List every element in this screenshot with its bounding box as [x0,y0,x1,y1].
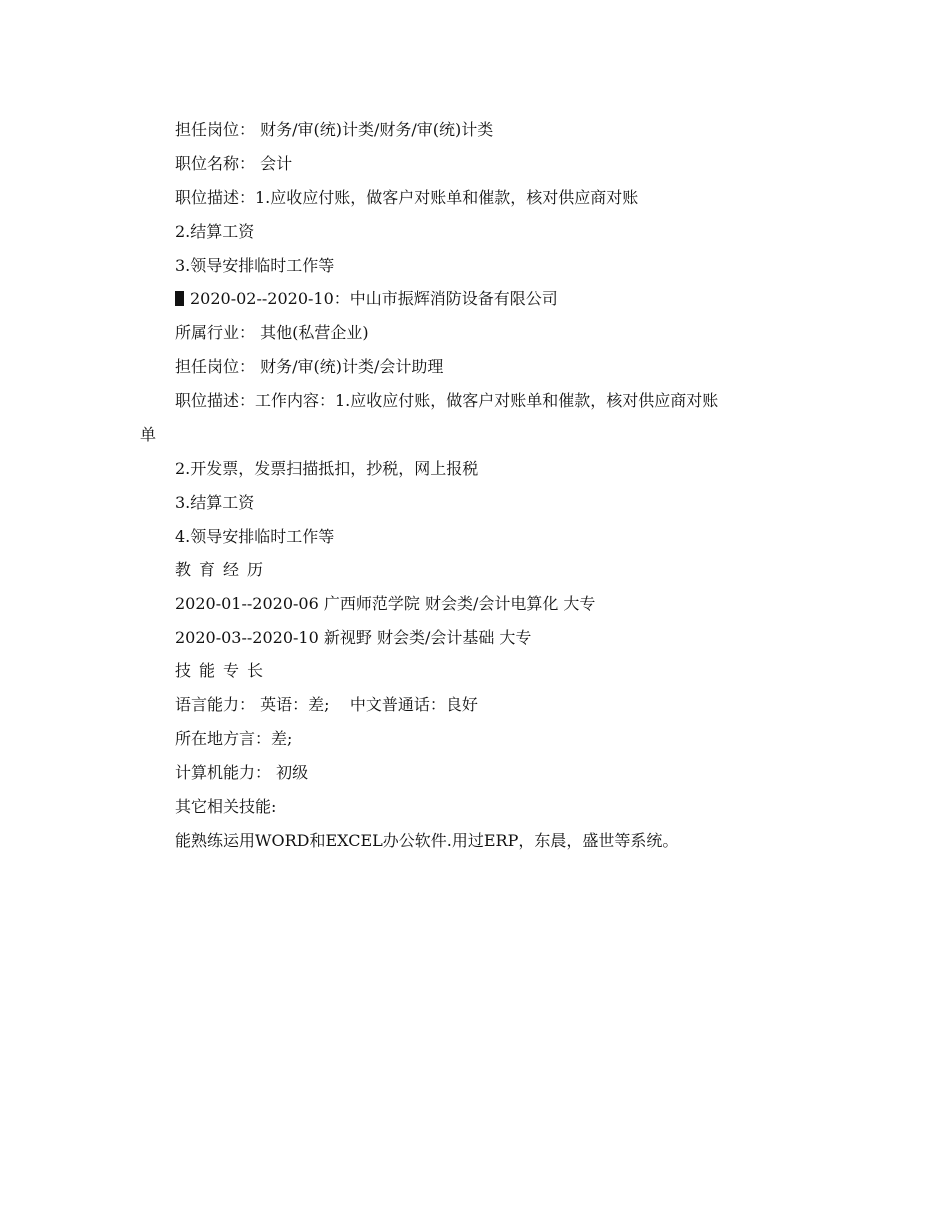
text-line: 计算机能力： 初级 [175,763,309,782]
bullet-marker-icon [175,291,184,306]
job-entry-heading [175,289,558,309]
text-line: 担任岗位： 财务/审(统)计类/会计助理 [175,357,444,376]
text-line: 2020-03--2020-10 新视野 财会类/会计基础 大专 [175,628,532,647]
text-line: 2.开发票，发票扫描抵扣，抄税，网上报税 [175,459,479,478]
text-line: 语言能力： 英语：差; 中文普通话：良好 [175,695,478,714]
text-line: 3.领导安排临时工作等 [175,256,335,275]
text-line: 所在地方言：差; [175,729,293,748]
text-line: 所属行业： 其他(私营企业) [175,323,369,342]
text-line: 其它相关技能: [175,797,277,816]
text-line: 4.领导安排临时工作等 [175,527,335,546]
section-heading-education: 教育经历 [175,560,272,579]
text-line: 2020-01--2020-06 广西师范学院 财会类/会计电算化 大专 [175,594,596,613]
section-heading-skills: 技能专长 [175,661,272,680]
job-entry-text: 2020-02--2020-10：中山市振辉消防设备有限公司 [190,289,558,308]
text-line: 能熟练运用WORD和EXCEL办公软件.用过ERP，东晨，盛世等系统。 [175,831,679,850]
text-line: 3.结算工资 [175,493,255,512]
text-line: 职位名称： 会计 [175,154,293,173]
text-line: 职位描述：1.应收应付账，做客户对账单和催款，核对供应商对账 [175,188,639,207]
text-line: 2.结算工资 [175,222,255,241]
text-line: 担任岗位： 财务/审(统)计类/财务/审(统)计类 [175,120,494,139]
text-line: 职位描述：工作内容：1.应收应付账，做客户对账单和催款，核对供应商对账 [175,391,719,410]
text-line-wrap: 单 [140,425,157,444]
